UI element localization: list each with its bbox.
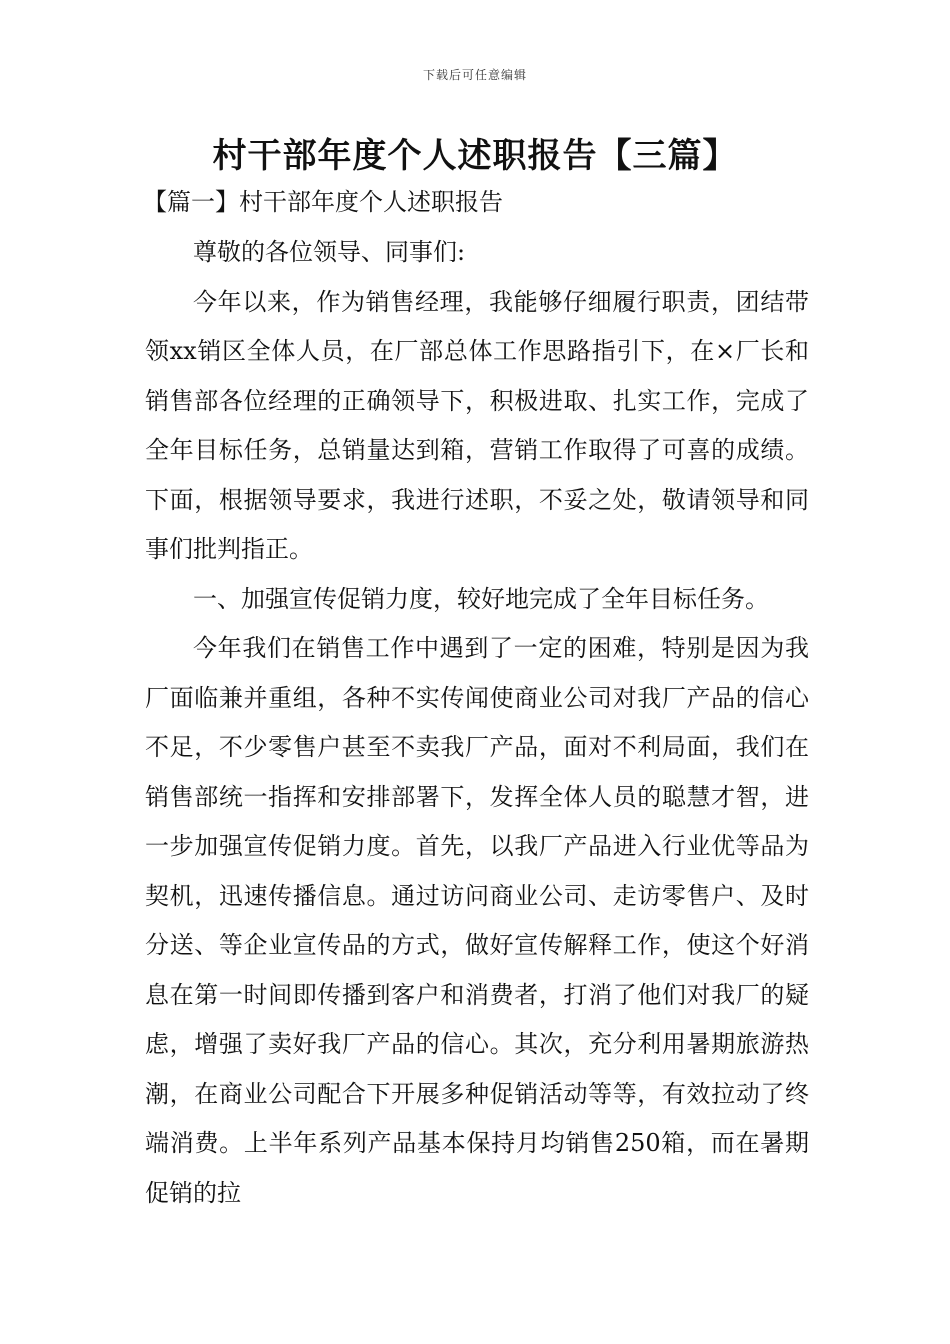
salutation-paragraph: 尊敬的各位领导、同事们: xyxy=(193,238,466,266)
point-one-paragraph: 今年我们在销售工作中遇到了一定的困难，特别是因为我厂面临兼并重组，各种不实传闻使商业公司对我厂产品的信心不足，不少零售户甚至不卖我厂产品，面对不利局面，我们在销售部统一指挥和安排部署下，发挥全体人员的聪慧才智，进一步加强宣传促销力度。首先，以我厂产品进入行业优等品为契机，迅速传播信息。通过访问商业公司、走访零售户、及时分送、等企业宣传品的方式，做好宣传解释工作，使这个好消息在第一时间即传播到客户和消费者，打消了他们对我厂的疑虑，增强了卖好我厂产品的信心。其次，充分利用暑期旅游热潮，在商业公司配合下开展多种促销活动等等，有效拉动了终端消费。上半年系列产品基本保持月均销售250箱，而在暑期促销的拉 xyxy=(145,634,809,1207)
document-title: 村干部年度个人述职报告【三篇】 xyxy=(212,136,738,176)
section-heading: 【篇一】村干部年度个人述职报告 xyxy=(143,188,503,216)
document-body xyxy=(145,228,809,1218)
page-header-note: 下载后可任意编辑 xyxy=(422,68,527,82)
point-one-heading: 一、加强宣传促销力度，较好地完成了全年目标任务。 xyxy=(193,584,769,613)
intro-paragraph: 今年以来，作为销售经理，我能够仔细履行职责，团结带领xx销区全体人员，在厂部总体工作思路指引下，在×厂长和销售部各位经理的正确领导下，积极进取、扎实工作，完成了全年目标任务，总销量达到箱，营销工作取得了可喜的成绩。下面，根据领导要求，我进行述职，不妥之处，敬请领导和同事们批判指正。 xyxy=(145,287,809,563)
